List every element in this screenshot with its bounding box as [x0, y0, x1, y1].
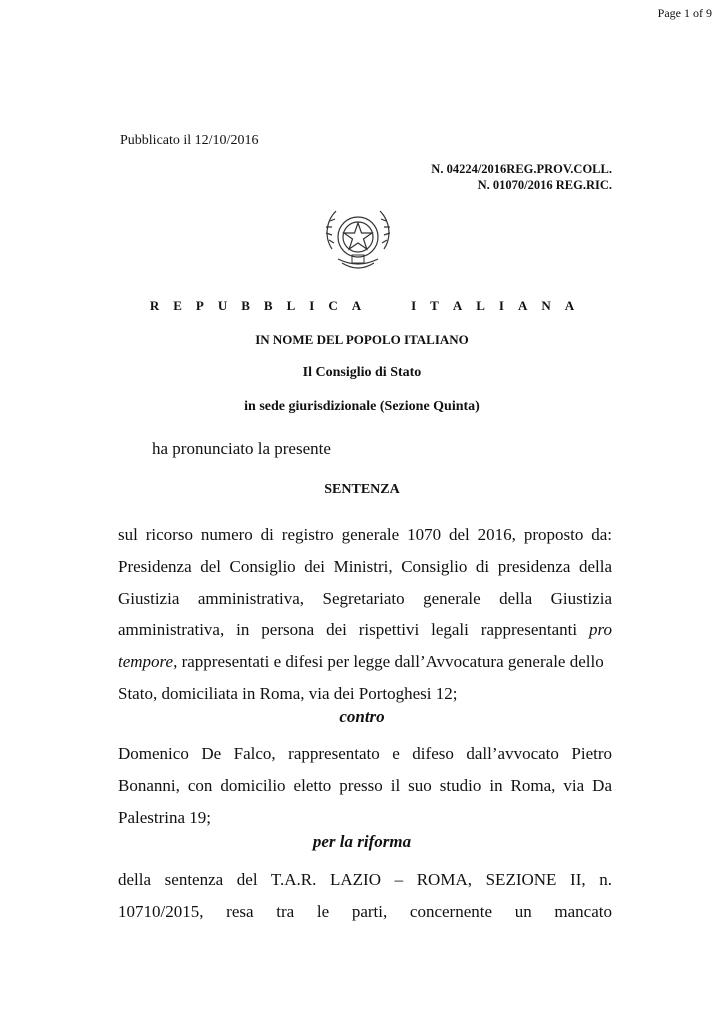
- page-indicator: Page 1 of 9: [657, 6, 712, 20]
- text-fragment: , rappresentati e difesi per legge dall’Avvocatura generale dello: [173, 652, 604, 672]
- text-line: Giustizia amministrativa, Segretariato generale della Giustizia: [118, 588, 612, 608]
- repubblica-italiana-heading: [0, 298, 724, 314]
- italic-fragment: pro: [589, 620, 612, 640]
- heading-letter: I: [498, 298, 504, 313]
- heading-letter: P: [195, 298, 204, 313]
- court-section: in sede giurisdizionale (Sezione Quinta): [244, 399, 480, 414]
- italic-fragment: tempore: [118, 652, 174, 672]
- heading-letter: A: [452, 298, 463, 313]
- heading-letter: E: [173, 298, 182, 313]
- heading-letter: L: [476, 298, 485, 313]
- resistente-paragraph: [118, 738, 612, 833]
- reg-prov-number: N. 04224/2016REG.PROV.COLL.: [431, 162, 612, 176]
- heading-letter: R: [149, 298, 160, 313]
- text-line: Domenico De Falco, rappresentato e difeso dall’avvocato Pietro: [118, 744, 612, 763]
- heading-letter: T: [430, 298, 439, 313]
- heading-letter: N: [541, 298, 551, 313]
- in-nome-heading: IN NOME DEL POPOLO ITALIANO: [255, 332, 469, 347]
- heading-letter: A: [564, 298, 575, 313]
- text-line: [118, 646, 612, 678]
- text-line: Bonanni, con domicilio eletto presso il suo studio in Roma, via Da: [118, 775, 612, 795]
- text-line: Stato, domiciliata in Roma, via dei Portoghesi 12;: [118, 683, 458, 703]
- heading-letter: I: [411, 298, 417, 313]
- sentenza-title: SENTENZA: [324, 482, 400, 497]
- text-fragment: amministrativa, in persona dei rispettivi legali rappresentanti: [118, 620, 578, 640]
- intro-line: ha pronunciato la presente: [152, 439, 331, 458]
- heading-letter: C: [328, 298, 338, 313]
- heading-letter: B: [263, 298, 273, 313]
- text-line: 10710/2015, resa tra le parti, concernente un mancato: [118, 901, 612, 921]
- heading-letter: B: [241, 298, 250, 313]
- heading-letter: I: [309, 298, 315, 313]
- sentenza-appellata-paragraph: [118, 864, 612, 928]
- italian-republic-emblem: [318, 199, 398, 279]
- text-line: della sentenza del T.A.R. LAZIO – ROMA, SEZIONE II, n.: [118, 870, 612, 889]
- publication-date: Pubblicato il 12/10/2016: [120, 133, 259, 148]
- text-line: [118, 614, 612, 646]
- court-name: Il Consiglio di Stato: [302, 365, 422, 380]
- riforma-heading: per la riforma: [312, 832, 412, 851]
- text-line: sul ricorso numero di registro generale 1070 del 2016, proposto da:: [118, 525, 612, 544]
- heading-letter: L: [286, 298, 296, 313]
- heading-letter: U: [217, 298, 228, 313]
- text-line: Presidenza del Consiglio dei Ministri, Consiglio di presidenza della: [118, 556, 612, 576]
- contro-heading: contro: [339, 707, 385, 726]
- reg-ric-number: N. 01070/2016 REG.RIC.: [477, 178, 612, 192]
- text-line: Palestrina 19;: [118, 807, 212, 827]
- ricorso-paragraph: [118, 519, 612, 710]
- heading-letter: A: [351, 298, 362, 313]
- heading-letter: A: [517, 298, 528, 313]
